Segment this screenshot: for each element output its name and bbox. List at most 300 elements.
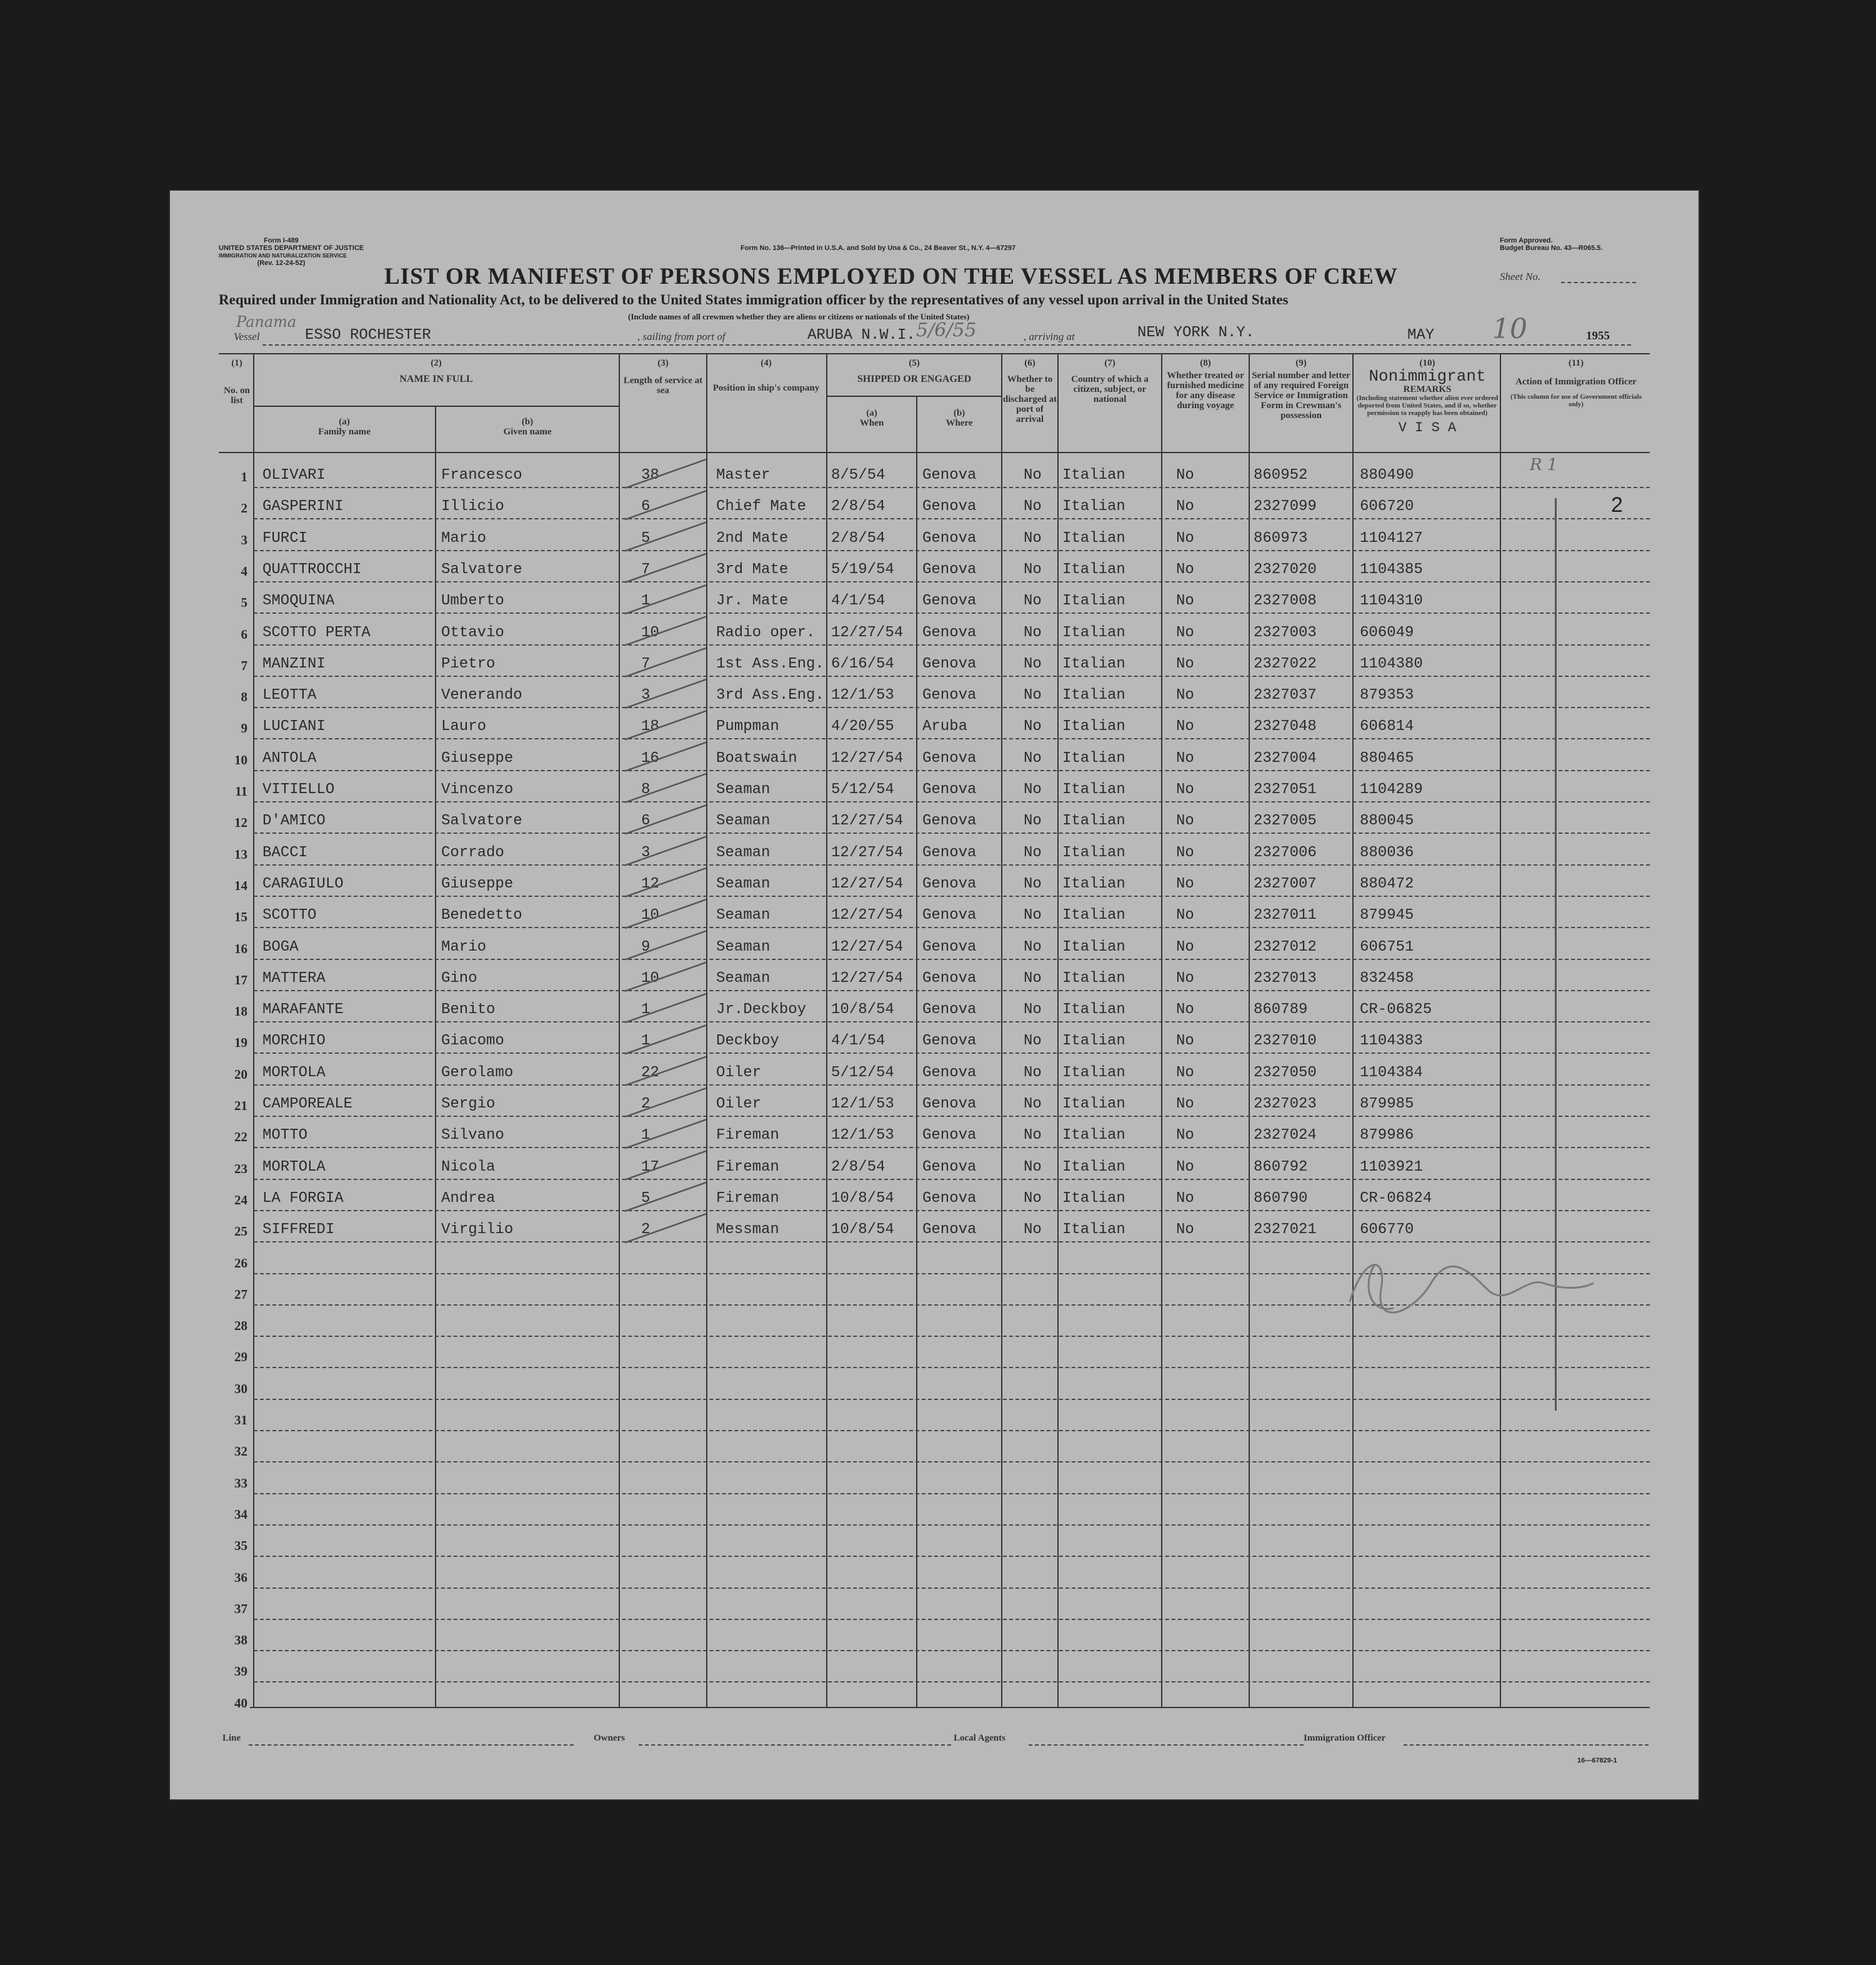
- visa-number-cell: 880490: [1360, 467, 1414, 484]
- row-number: 17: [234, 972, 247, 988]
- treated-cell: No: [1176, 907, 1194, 924]
- given-name-cell: Gerolamo: [441, 1064, 514, 1081]
- footer-owners-label: Owners: [594, 1733, 625, 1743]
- service-cell: 1: [641, 592, 651, 610]
- row-number: 28: [234, 1318, 247, 1334]
- country-cell: Italian: [1062, 1096, 1125, 1112]
- shipped-where-cell: Genova: [922, 907, 977, 924]
- treated-cell: No: [1176, 844, 1194, 861]
- discharged-cell: No: [1024, 969, 1042, 987]
- row-number: 15: [234, 909, 247, 925]
- manifest-subtitle: Required under Immigration and Nationality Act, to be delivered to the United States immigration officer by the representatives of any vessel upon arrival in the United States: [219, 292, 1289, 308]
- shipped-where-cell: Genova: [922, 592, 977, 610]
- treated-cell: No: [1176, 1189, 1194, 1207]
- col-header-when: (a) When: [859, 408, 884, 428]
- shipped-when-cell: 12/27/54: [831, 844, 904, 861]
- country-cell: Italian: [1062, 529, 1125, 547]
- officer-mark-number: 2: [1611, 493, 1623, 517]
- service-cell: 3: [641, 687, 651, 704]
- discharged-cell: No: [1024, 718, 1042, 736]
- serial-number-cell: 860789: [1254, 1001, 1308, 1019]
- footer-officer-rule: [1404, 1744, 1649, 1746]
- family-name-cell: CAMPOREALE: [262, 1096, 353, 1112]
- given-name-cell: Giuseppe: [441, 749, 514, 767]
- discharged-cell: No: [1024, 592, 1042, 610]
- shipped-when-cell: 5/12/54: [831, 1064, 894, 1081]
- row-rule: [254, 1556, 1650, 1557]
- tally-mark: [625, 868, 706, 897]
- row-rule: [254, 864, 1650, 866]
- row-number: 38: [234, 1632, 247, 1648]
- table-top-rule: [219, 353, 1650, 354]
- visa-number-cell: 606751: [1360, 938, 1414, 956]
- service-cell: 5: [641, 529, 651, 547]
- col-divider: [826, 353, 827, 1707]
- shipped-where-cell: Genova: [922, 1221, 977, 1239]
- country-cell: Italian: [1062, 655, 1125, 672]
- shipped-when-cell: 12/1/53: [831, 1127, 894, 1144]
- pencil-tally-marks: [619, 439, 744, 1264]
- col-header-country: (7) Country of which a citizen, subject, or national: [1071, 358, 1149, 404]
- row-rule: [254, 738, 1650, 739]
- country-cell: Italian: [1062, 1189, 1125, 1207]
- shipped-when-cell: 12/27/54: [831, 749, 904, 767]
- tally-mark: [625, 491, 706, 519]
- serial-number-cell: 2327004: [1254, 749, 1317, 767]
- shipped-where-cell: Genova: [922, 969, 977, 987]
- country-cell: Italian: [1062, 812, 1125, 830]
- service-cell: 10: [641, 969, 659, 987]
- position-cell: Seaman: [716, 969, 771, 987]
- footer-agents-label: Local Agents: [954, 1733, 1005, 1743]
- shipped-when-cell: 5/19/54: [831, 561, 894, 578]
- visa-number-cell: 606049: [1360, 624, 1414, 641]
- row-number: 3: [241, 532, 247, 548]
- row-number: 20: [234, 1066, 247, 1082]
- service-cell: 9: [641, 938, 651, 956]
- shipped-where-cell: Genova: [922, 1189, 977, 1207]
- row-number: 30: [234, 1381, 247, 1396]
- country-cell: Italian: [1062, 781, 1125, 798]
- given-name-cell: Umberto: [441, 592, 504, 610]
- shipped-where-cell: Genova: [922, 1032, 977, 1050]
- discharged-cell: No: [1024, 1064, 1042, 1081]
- country-cell: Italian: [1062, 844, 1125, 861]
- col-header-remarks: (10) Nonimmigrant REMARKS (Including statement whether alien ever ordered deported from United States, and if so, whether permission to reapply has been obtained) V I S A: [1356, 358, 1499, 436]
- manifest-sheet: [169, 189, 1700, 1801]
- given-name-cell: Giuseppe: [441, 875, 514, 892]
- form-approved: Form Approved.: [1500, 237, 1553, 244]
- visa-number-cell: 832458: [1360, 969, 1414, 987]
- country-cell: Italian: [1062, 907, 1125, 924]
- discharged-cell: No: [1024, 1032, 1042, 1050]
- serial-number-cell: 860790: [1254, 1189, 1308, 1207]
- row-rule: [254, 1430, 1650, 1431]
- given-name-cell: Illicio: [441, 498, 504, 516]
- serial-number-cell: 860973: [1254, 529, 1308, 547]
- country-cell: Italian: [1062, 1001, 1125, 1019]
- discharged-cell: No: [1024, 812, 1042, 830]
- position-cell: Seaman: [716, 938, 771, 956]
- row-number: 14: [234, 878, 247, 893]
- row-number: 35: [234, 1538, 247, 1554]
- shipped-when-cell: 4/20/55: [831, 718, 894, 736]
- serial-number-cell: 2327021: [1254, 1221, 1317, 1239]
- treated-cell: No: [1176, 467, 1194, 484]
- service-cell: 2: [641, 1096, 651, 1112]
- family-name-cell: MANZINI: [262, 655, 326, 672]
- footer-line-rule: [249, 1744, 574, 1746]
- shipped-when-cell: 5/12/54: [831, 781, 894, 798]
- visa-number-cell: 880465: [1360, 749, 1414, 767]
- service-cell: 1: [641, 1032, 651, 1050]
- position-cell: Fireman: [716, 1189, 779, 1207]
- position-cell: 3rd Mate: [716, 561, 789, 578]
- position-cell: 2nd Mate: [716, 529, 789, 547]
- visa-number-cell: 1104380: [1360, 655, 1423, 672]
- serial-number-cell: 2327023: [1254, 1096, 1317, 1112]
- col-divider: [435, 406, 436, 1707]
- country-cell: Italian: [1062, 1221, 1125, 1239]
- visa-number-cell: 1104310: [1360, 592, 1423, 610]
- family-name-cell: FURCI: [262, 529, 308, 547]
- form-revision: (Rev. 12-24-52): [257, 259, 306, 267]
- row-rule: [254, 896, 1650, 897]
- tally-mark: [625, 962, 706, 991]
- visa-number-cell: 879985: [1360, 1096, 1414, 1112]
- shipped-where-cell: Genova: [922, 875, 977, 892]
- given-name-cell: Salvatore: [441, 812, 522, 830]
- row-rule: [254, 518, 1650, 519]
- serial-number-cell: 2327005: [1254, 812, 1317, 830]
- row-number: 29: [234, 1349, 247, 1365]
- row-number: 22: [234, 1129, 247, 1145]
- country-cell: Italian: [1062, 749, 1125, 767]
- shipped-when-cell: 12/27/54: [831, 875, 904, 892]
- serial-number-cell: 2327099: [1254, 498, 1317, 516]
- col-header-shipped: (5) SHIPPED OR ENGAGED: [857, 358, 972, 384]
- shipped-where-cell: Genova: [922, 467, 977, 484]
- service-cell: 5: [641, 1189, 651, 1207]
- col-divider: [1352, 353, 1354, 1707]
- country-cell: Italian: [1062, 561, 1125, 578]
- table-header-rule: [219, 452, 1650, 453]
- row-rule: [254, 1524, 1650, 1526]
- discharged-cell: No: [1024, 781, 1042, 798]
- tally-mark: [625, 774, 706, 802]
- family-name-cell: MARAFANTE: [262, 1001, 344, 1019]
- budget-bureau: Budget Bureau No. 43—R065.5.: [1500, 244, 1603, 252]
- approval-block: [1500, 237, 1602, 252]
- row-rule: [254, 1650, 1650, 1651]
- serial-number-cell: 2327024: [1254, 1127, 1317, 1144]
- visa-number-cell: 879945: [1360, 907, 1414, 924]
- treated-cell: No: [1176, 1064, 1194, 1081]
- position-cell: Radio oper.: [716, 624, 816, 641]
- shipped-where-cell: Genova: [922, 655, 977, 672]
- shipped-when-cell: 12/27/54: [831, 969, 904, 987]
- service-cell: 1: [641, 1001, 651, 1019]
- position-cell: Fireman: [716, 1158, 779, 1176]
- position-cell: Seaman: [716, 844, 771, 861]
- shipped-where-cell: Genova: [922, 1064, 977, 1081]
- shipped-where-cell: Genova: [922, 781, 977, 798]
- serial-number-cell: 2327020: [1254, 561, 1317, 578]
- row-number: 37: [234, 1601, 247, 1616]
- tally-mark: [625, 459, 706, 488]
- service-cell: 3: [641, 844, 651, 861]
- printer-line: Form No. 136—Printed in U.S.A. and Sold by Una & Co., 24 Beaver St., N.Y. 4—67297: [741, 244, 1016, 252]
- treated-cell: No: [1176, 592, 1194, 610]
- service-cell: 22: [641, 1064, 659, 1081]
- country-cell: Italian: [1062, 1158, 1125, 1176]
- form-number: Form I-489: [264, 237, 299, 244]
- given-name-cell: Gino: [441, 969, 477, 987]
- position-cell: Seaman: [716, 812, 771, 830]
- treated-cell: No: [1176, 812, 1194, 830]
- service-cell: 1: [641, 1127, 651, 1144]
- treated-cell: No: [1176, 781, 1194, 798]
- family-name-cell: SCOTTO: [262, 907, 317, 924]
- departure-date-handwritten: 5/6/55: [916, 319, 977, 341]
- shipped-when-cell: 12/1/53: [831, 687, 894, 704]
- row-number: 4: [241, 563, 247, 579]
- tally-mark: [625, 837, 706, 866]
- manifest-subnote: (Include names of all crewmen whether they are aliens or citizens or nationals of the United States): [628, 312, 970, 321]
- given-name-cell: Benito: [441, 1001, 496, 1019]
- footer-officer-label: Immigration Officer: [1304, 1733, 1386, 1743]
- position-cell: Master: [716, 467, 771, 484]
- position-cell: 3rd Ass.Eng.: [716, 687, 824, 704]
- serial-number-cell: 2327051: [1254, 781, 1317, 798]
- visa-number-cell: 1104289: [1360, 781, 1423, 798]
- row-rule: [254, 581, 1650, 582]
- discharged-cell: No: [1024, 624, 1042, 641]
- country-cell: Italian: [1062, 687, 1125, 704]
- treated-cell: No: [1176, 718, 1194, 736]
- family-name-cell: MATTERA: [262, 969, 326, 987]
- treated-cell: No: [1176, 1221, 1194, 1239]
- tally-mark: [625, 648, 706, 677]
- table-bottom-rule: [250, 1707, 1650, 1708]
- row-rule: [254, 1179, 1650, 1180]
- given-name-cell: Sergio: [441, 1096, 496, 1112]
- row-number: 5: [241, 595, 247, 611]
- given-name-cell: Corrado: [441, 844, 504, 861]
- shipped-where-cell: Genova: [922, 812, 977, 830]
- footer-line-label: Line: [222, 1733, 241, 1743]
- shipped-when-cell: 12/27/54: [831, 907, 904, 924]
- position-cell: Seaman: [716, 781, 771, 798]
- shipped-when-cell: 10/8/54: [831, 1001, 894, 1019]
- tally-mark: [625, 1214, 706, 1242]
- sailing-label: , sailing from port of: [637, 331, 726, 342]
- footer-form-code: 16—67829-1: [1577, 1757, 1617, 1764]
- family-name-cell: LEOTTA: [262, 687, 317, 704]
- shipped-where-cell: Genova: [922, 498, 977, 516]
- tally-mark: [625, 617, 706, 646]
- row-number: 25: [234, 1224, 247, 1239]
- discharged-cell: No: [1024, 1127, 1042, 1144]
- visa-number-cell: 880045: [1360, 812, 1414, 830]
- service-cell: 2: [641, 1221, 651, 1239]
- row-rule: [254, 707, 1650, 708]
- given-name-cell: Mario: [441, 529, 487, 547]
- discharged-cell: No: [1024, 1221, 1042, 1239]
- shipped-where-cell: Aruba: [922, 718, 968, 736]
- shipped-where-cell: Genova: [922, 1127, 977, 1144]
- visa-number-cell: 1104384: [1360, 1064, 1423, 1081]
- row-rule: [254, 1399, 1650, 1400]
- row-rule: [254, 927, 1650, 928]
- row-number: 31: [234, 1412, 247, 1428]
- row-number: 18: [234, 1004, 247, 1019]
- treated-cell: No: [1176, 749, 1194, 767]
- family-name-cell: LUCIANI: [262, 718, 326, 736]
- serial-number-cell: 2327037: [1254, 687, 1317, 704]
- row-number: 24: [234, 1192, 247, 1208]
- country-cell: Italian: [1062, 1127, 1125, 1144]
- tally-mark: [625, 679, 706, 708]
- row-number: 26: [234, 1255, 247, 1271]
- given-name-cell: Francesco: [441, 467, 522, 484]
- visa-number-cell: 879353: [1360, 687, 1414, 704]
- col-divider: [1161, 353, 1162, 1707]
- manifest-title: LIST OR MANIFEST OF PERSONS EMPLOYED ON THE VESSEL AS MEMBERS OF CREW: [384, 264, 1398, 289]
- row-rule: [254, 1116, 1650, 1117]
- position-cell: Seaman: [716, 907, 771, 924]
- arrival-month: MAY: [1407, 327, 1435, 344]
- serial-number-cell: 2327006: [1254, 844, 1317, 861]
- treated-cell: No: [1176, 655, 1194, 672]
- row-rule: [254, 770, 1650, 771]
- tally-mark: [625, 1025, 706, 1054]
- row-number: 1: [241, 469, 247, 484]
- given-name-cell: Virgilio: [441, 1221, 514, 1239]
- serial-number-cell: 2327013: [1254, 969, 1317, 987]
- treated-cell: No: [1176, 938, 1194, 956]
- col-divider: [1500, 353, 1501, 1707]
- row-rule: [254, 1461, 1650, 1462]
- row-number: 39: [234, 1664, 247, 1679]
- service-cell: 17: [641, 1158, 659, 1176]
- sheet-no-label: Sheet No.: [1500, 271, 1541, 282]
- country-cell: Italian: [1062, 467, 1125, 484]
- country-cell: Italian: [1062, 1032, 1125, 1050]
- visa-number-cell: 1103921: [1360, 1158, 1423, 1176]
- service-cell: 10: [641, 624, 659, 641]
- family-name-cell: SCOTTO PERTA: [262, 624, 371, 641]
- row-rule: [254, 1241, 1650, 1242]
- row-rule: [254, 644, 1650, 646]
- row-number: 13: [234, 846, 247, 862]
- tally-mark: [625, 1057, 706, 1086]
- tally-mark: [625, 994, 706, 1022]
- visa-number-cell: CR-06824: [1360, 1189, 1432, 1207]
- col-header-officer-action: (11) Action of Immigration Officer (This column for use of Government officials only): [1510, 358, 1642, 408]
- given-name-cell: Venerando: [441, 687, 522, 704]
- treated-cell: No: [1176, 969, 1194, 987]
- serial-number-cell: 2327048: [1254, 718, 1317, 736]
- treated-cell: No: [1176, 1158, 1194, 1176]
- given-name-cell: Pietro: [441, 655, 496, 672]
- tally-mark: [625, 1182, 706, 1211]
- row-rule: [254, 1367, 1650, 1368]
- service-cell: 7: [641, 561, 651, 578]
- vessel-flag-handwritten: Panama: [236, 313, 297, 331]
- service-cell: 6: [641, 812, 651, 830]
- footer-agents-rule: [1029, 1744, 1304, 1746]
- service-cell: 6: [641, 498, 651, 516]
- visa-number-cell: 880472: [1360, 875, 1414, 892]
- family-name-cell: ANTOLA: [262, 749, 317, 767]
- officer-mark-handwritten: R 1: [1530, 456, 1558, 474]
- discharged-cell: No: [1024, 938, 1042, 956]
- family-name-cell: SMOQUINA: [262, 592, 335, 610]
- shipped-where-cell: Genova: [922, 938, 977, 956]
- row-number: 27: [234, 1286, 247, 1302]
- col-header-position: (4) Position in ship's company: [712, 358, 820, 393]
- family-name-cell: D'AMICO: [262, 812, 326, 830]
- given-name-cell: Benedetto: [441, 907, 522, 924]
- departure-port: ARUBA N.W.I.: [807, 327, 916, 344]
- tally-mark: [625, 585, 706, 614]
- country-cell: Italian: [1062, 1064, 1125, 1081]
- row-rule: [254, 959, 1650, 960]
- service-cell: 12: [641, 875, 659, 892]
- given-name-cell: Silvano: [441, 1127, 504, 1144]
- row-rule: [254, 1588, 1650, 1589]
- shipped-where-cell: Genova: [922, 529, 977, 547]
- given-name-cell: Andrea: [441, 1189, 496, 1207]
- row-rule: [254, 1021, 1650, 1022]
- row-number: 21: [234, 1098, 247, 1113]
- discharged-cell: No: [1024, 1096, 1042, 1112]
- family-name-cell: QUATTROCCHI: [262, 561, 362, 578]
- row-number: 32: [234, 1444, 247, 1459]
- tally-mark: [625, 899, 706, 928]
- discharged-cell: No: [1024, 561, 1042, 578]
- vessel-name: ESSO ROCHESTER: [305, 327, 431, 344]
- position-cell: Seaman: [716, 875, 771, 892]
- col-divider: [1249, 353, 1250, 1707]
- discharged-cell: No: [1024, 467, 1042, 484]
- row-rule: [254, 1052, 1650, 1054]
- col-divider: [1057, 353, 1059, 1707]
- shipped-when-cell: 2/8/54: [831, 498, 886, 516]
- shipped-when-cell: 2/8/54: [831, 1158, 886, 1176]
- col-header-where: (b) Where: [945, 408, 973, 428]
- position-cell: Jr. Mate: [716, 592, 789, 610]
- tally-mark: [625, 711, 706, 739]
- col-header-given-name: (b) Given name: [503, 417, 552, 437]
- discharged-cell: No: [1024, 875, 1042, 892]
- given-name-cell: Mario: [441, 938, 487, 956]
- position-cell: Oiler: [716, 1096, 762, 1112]
- row-rule: [254, 487, 1650, 488]
- serial-number-cell: 2327010: [1254, 1032, 1317, 1050]
- shipped-where-cell: Genova: [922, 1001, 977, 1019]
- discharged-cell: No: [1024, 1001, 1042, 1019]
- visa-number-cell: 880036: [1360, 844, 1414, 861]
- row-number: 12: [234, 815, 247, 831]
- country-cell: Italian: [1062, 938, 1125, 956]
- country-cell: Italian: [1062, 875, 1125, 892]
- service-cell: 16: [641, 749, 659, 767]
- row-number: 34: [234, 1506, 247, 1522]
- row-rule: [254, 1084, 1650, 1086]
- treated-cell: No: [1176, 1096, 1194, 1112]
